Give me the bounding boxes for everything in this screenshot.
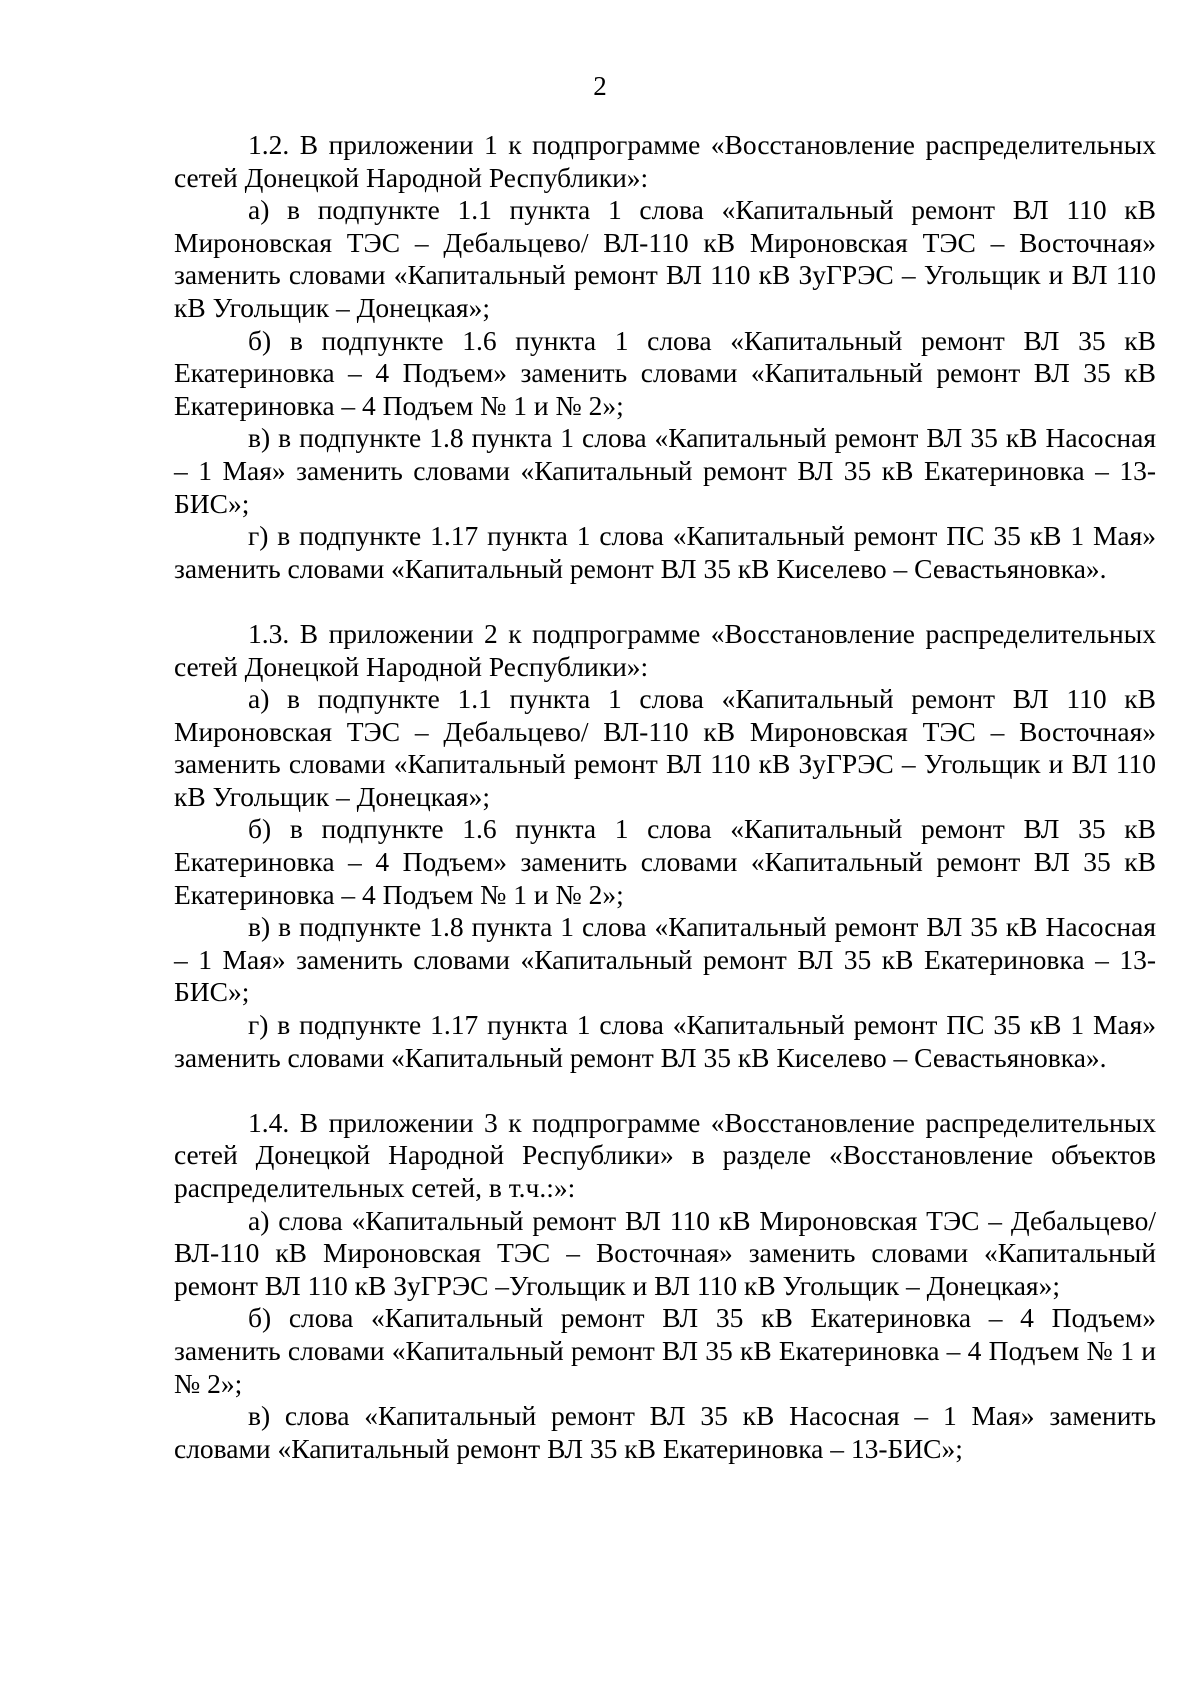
subclause-v: в) слова «Капитальный ремонт ВЛ 35 кВ Насосная – 1 Мая» заменить словами «Капитальный ремонт ВЛ 35 кВ Екатериновка – 13-БИС»; bbox=[174, 1400, 1156, 1464]
section-1-2 bbox=[174, 129, 1156, 585]
clause-heading: 1.2. В приложении 1 к подпрограмме «Восстановление распределительных сетей Донецкой Народной Республики»: bbox=[174, 129, 1156, 193]
subclause-a: а) в подпункте 1.1 пункта 1 слова «Капитальный ремонт ВЛ 110 кВ Мироновская ТЭС – Дебальцево/ ВЛ-110 кВ Мироновская ТЭС – Восточная» заменить словами «Капитальный ремонт ВЛ 110 кВ ЗуГРЭС – Угольщик и ВЛ 110 кВ Угольщик – Донецкая»; bbox=[174, 683, 1156, 812]
subclause-b: б) в подпункте 1.6 пункта 1 слова «Капитальный ремонт ВЛ 35 кВ Екатериновка – 4 Подъем» заменить словами «Капитальный ремонт ВЛ 35 кВ Екатериновка – 4 Подъем № 1 и № 2»; bbox=[174, 813, 1156, 910]
section-1-3 bbox=[174, 618, 1156, 1074]
subclause-g: г) в подпункте 1.17 пункта 1 слова «Капитальный ремонт ПС 35 кВ 1 Мая» заменить словами «Капитальный ремонт ВЛ 35 кВ Киселево – Севастьяновка». bbox=[174, 1009, 1156, 1073]
subclause-b: б) слова «Капитальный ремонт ВЛ 35 кВ Екатериновка – 4 Подъем» заменить словами «Капитальный ремонт ВЛ 35 кВ Екатериновка – 4 Подъем № 1 и № 2»; bbox=[174, 1302, 1156, 1399]
subclause-a: а) слова «Капитальный ремонт ВЛ 110 кВ Мироновская ТЭС – Дебальцево/ ВЛ-110 кВ Мироновская ТЭС – Восточная» заменить словами «Капитальный ремонт ВЛ 110 кВ ЗуГРЭС –Угольщик и ВЛ 110 кВ Угольщик – Донецкая»; bbox=[174, 1204, 1156, 1301]
subclause-v: в) в подпункте 1.8 пункта 1 слова «Капитальный ремонт ВЛ 35 кВ Насосная – 1 Мая» заменить словами «Капитальный ремонт ВЛ 35 кВ Екатериновка – 13-БИС»; bbox=[174, 911, 1156, 1008]
subclause-b: б) в подпункте 1.6 пункта 1 слова «Капитальный ремонт ВЛ 35 кВ Екатериновка – 4 Подъем» заменить словами «Капитальный ремонт ВЛ 35 кВ Екатериновка – 4 Подъем № 1 и № 2»; bbox=[174, 324, 1156, 421]
document-body bbox=[174, 129, 1156, 1465]
page-number: 2 bbox=[593, 71, 607, 101]
clause-heading: 1.4. В приложении 3 к подпрограмме «Восстановление распределительных сетей Донецкой Народной Республики» в разделе «Восстановление объектов распределительных сетей, в т.ч.:»: bbox=[174, 1106, 1156, 1203]
clause-heading: 1.3. В приложении 2 к подпрограмме «Восстановление распределительных сетей Донецкой Народной Республики»: bbox=[174, 617, 1156, 682]
section-1-4 bbox=[174, 1107, 1156, 1466]
subclause-v: в) в подпункте 1.8 пункта 1 слова «Капитальный ремонт ВЛ 35 кВ Насосная – 1 Мая» заменить словами «Капитальный ремонт ВЛ 35 кВ Екатериновка – 13-БИС»; bbox=[174, 422, 1156, 519]
subclause-a: а) в подпункте 1.1 пункта 1 слова «Капитальный ремонт ВЛ 110 кВ Мироновская ТЭС – Дебальцево/ ВЛ-110 кВ Мироновская ТЭС – Восточная» заменить словами «Капитальный ремонт ВЛ 110 кВ ЗуГРЭС – Угольщик и ВЛ 110 кВ Угольщик – Донецкая»; bbox=[174, 194, 1156, 323]
subclause-g: г) в подпункте 1.17 пункта 1 слова «Капитальный ремонт ПС 35 кВ 1 Мая» заменить словами «Капитальный ремонт ВЛ 35 кВ Киселево – Севастьяновка». bbox=[174, 520, 1156, 584]
